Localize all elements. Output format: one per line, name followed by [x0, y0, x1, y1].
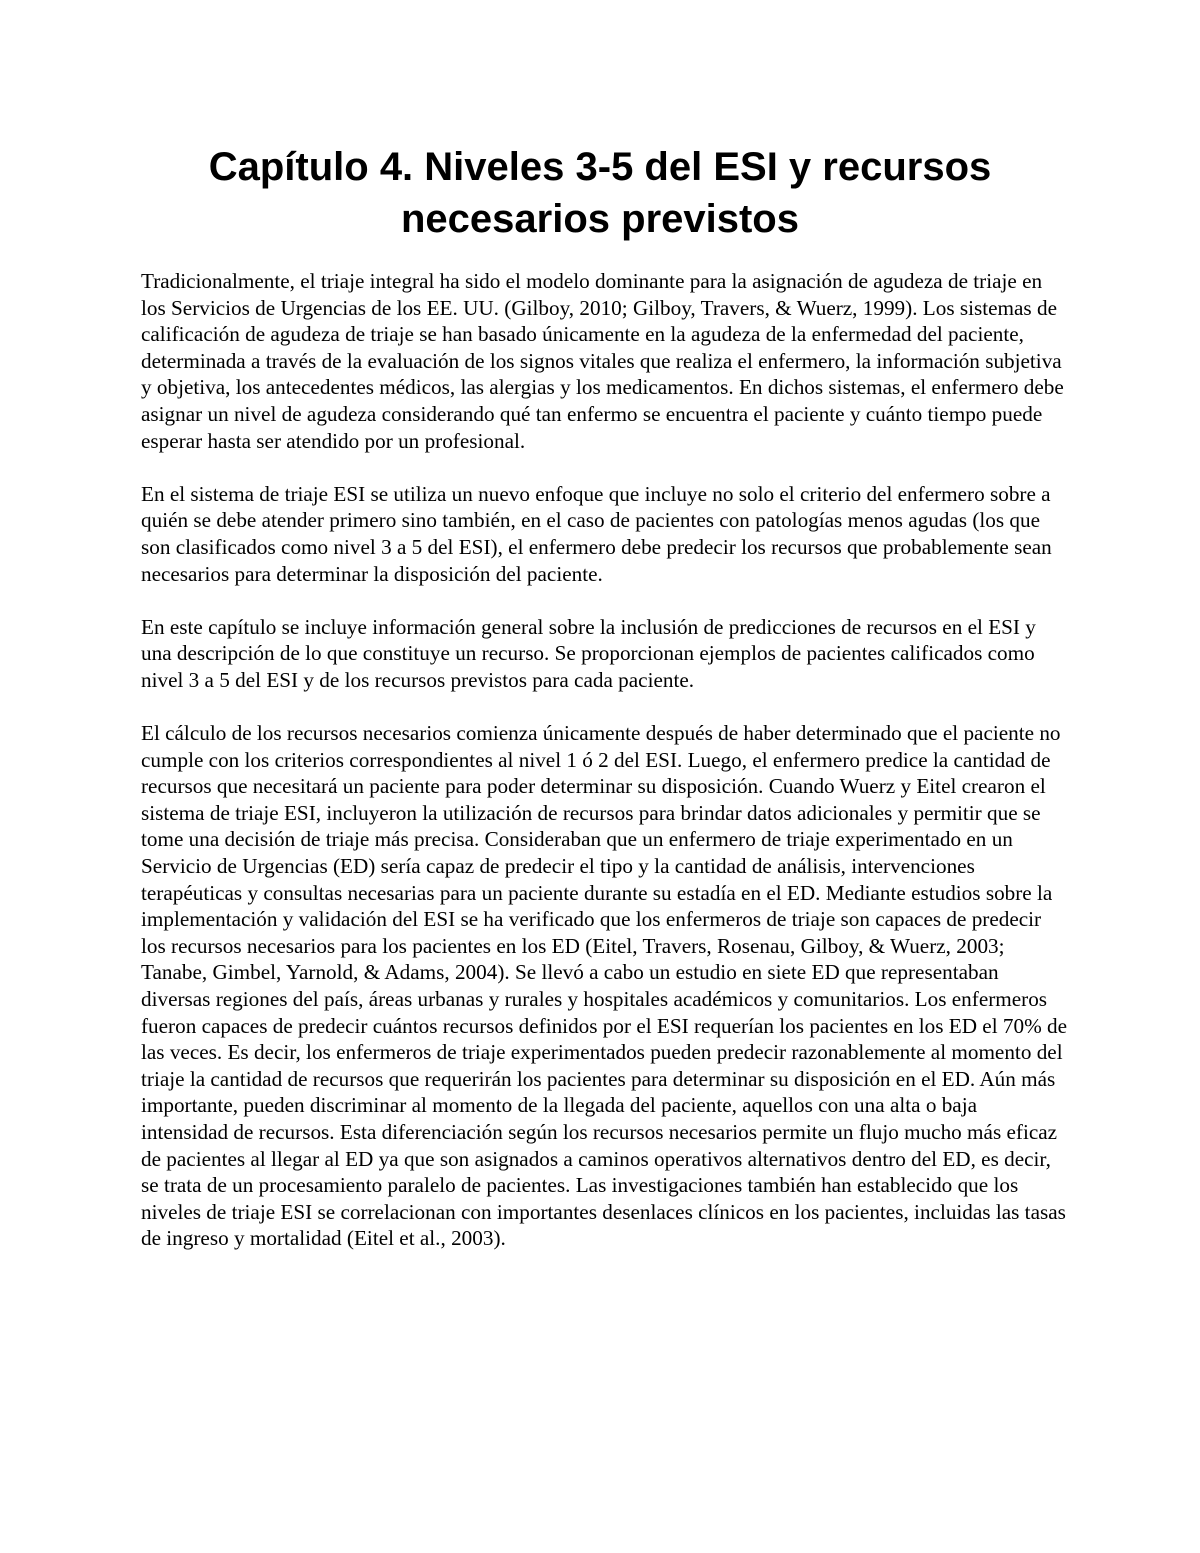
paragraph-resource-calculation: El cálculo de los recursos necesarios comienza únicamente después de haber determinado que el paciente no cumple con los criterios correspondientes al nivel 1 ó 2 del ESI. Luego, el enfermero predice la cantidad de recursos que necesitará un paciente para poder determinar su disposición. Cuando Wuerz y Eitel crearon el sistema de triaje ESI, incluyeron la utilización de recursos para brindar datos adicionales y permitir que se tome una decisión de triaje más precisa. Consideraban que un enfermero de triaje experimentado en un Servicio de Urgencias (ED) sería capaz de predecir el tipo y la cantidad de análisis, intervenciones terapéuticas y consultas necesarias para un paciente durante su estadía en el ED. Mediante estudios sobre la implementación y validación del ESI se ha verificado que los enfermeros de triaje son capaces de predecir los recursos necesarios para los pacientes en los ED (Eitel, Travers, Rosenau, Gilboy, & Wuerz, 2003; Tanabe, Gimbel, Yarnold, & Adams, 2004). Se llevó a cabo un estudio en siete ED que representaban diversas regiones del país, áreas urbanas y rurales y hospitales académicos y comunitarios. Los enfermeros fueron capaces de predecir cuántos recursos definidos por el ESI requerían los pacientes en los ED el 70% de las veces. Es decir, los enfermeros de triaje experimentados pueden predecir razonablemente al momento del triaje la cantidad de recursos que requerirán los pacientes para determinar su disposición en el ED. Aún más importante, pueden discriminar al momento de la llegada del paciente, aquellos con una alta o baja intensidad de recursos. Esta diferenciación según los recursos necesarios permite un flujo mucho más eficaz de pacientes al llegar al ED ya que son asignados a caminos operativos alternativos dentro del ED, es decir, se trata de un procesamiento paralelo de pacientes. Las investigaciones también han establecido que los niveles de triaje ESI se correlacionan con importantes desenlaces clínicos en los pacientes, incluidas las tasas de ingreso y mortalidad (Eitel et al., 2003).: [141, 721, 1068, 1251]
paragraph-esi-approach: En el sistema de triaje ESI se utiliza un nuevo enfoque que incluye no solo el criterio del enfermero sobre a quién se debe atender primero sino también, en el caso de pacientes con patologías menos agudas (los que son clasificados como nivel 3 a 5 del ESI), el enfermero debe predecir los recursos que probablemente sean necesarios para determinar la disposición del paciente.: [141, 481, 1052, 586]
document-body: [141, 268, 1069, 1279]
paragraph-intro: Tradicionalmente, el triaje integral ha sido el modelo dominante para la asignación de agudeza de triaje en los Servicios de Urgencias de los EE. UU. (Gilboy, 2010; Gilboy, Travers, & Wuerz, 1999). Los sistemas de calificación de agudeza de triaje se han basado únicamente en la agudeza de la enfermedad del paciente, determinada a través de la evaluación de los signos vitales que realiza el enfermero, la información subjetiva y objetiva, los antecedentes médicos, las alergias y los medicamentos. En dichos sistemas, el enfermero debe asignar un nivel de agudeza considerando qué tan enfermo se encuentra el paciente y cuánto tiempo puede esperar hasta ser atendido por un profesional.: [141, 269, 1064, 453]
paragraph-chapter-overview: En este capítulo se incluye información general sobre la inclusión de predicciones de recursos en el ESI y una descripción de lo que constituye un recurso. Se proporcionan ejemplos de pacientes calificados como nivel 3 a 5 del ESI y de los recursos previstos para cada paciente.: [141, 614, 1036, 692]
chapter-title: Capítulo 4. Niveles 3-5 del ESI y recursos necesarios previstos: [208, 145, 992, 241]
